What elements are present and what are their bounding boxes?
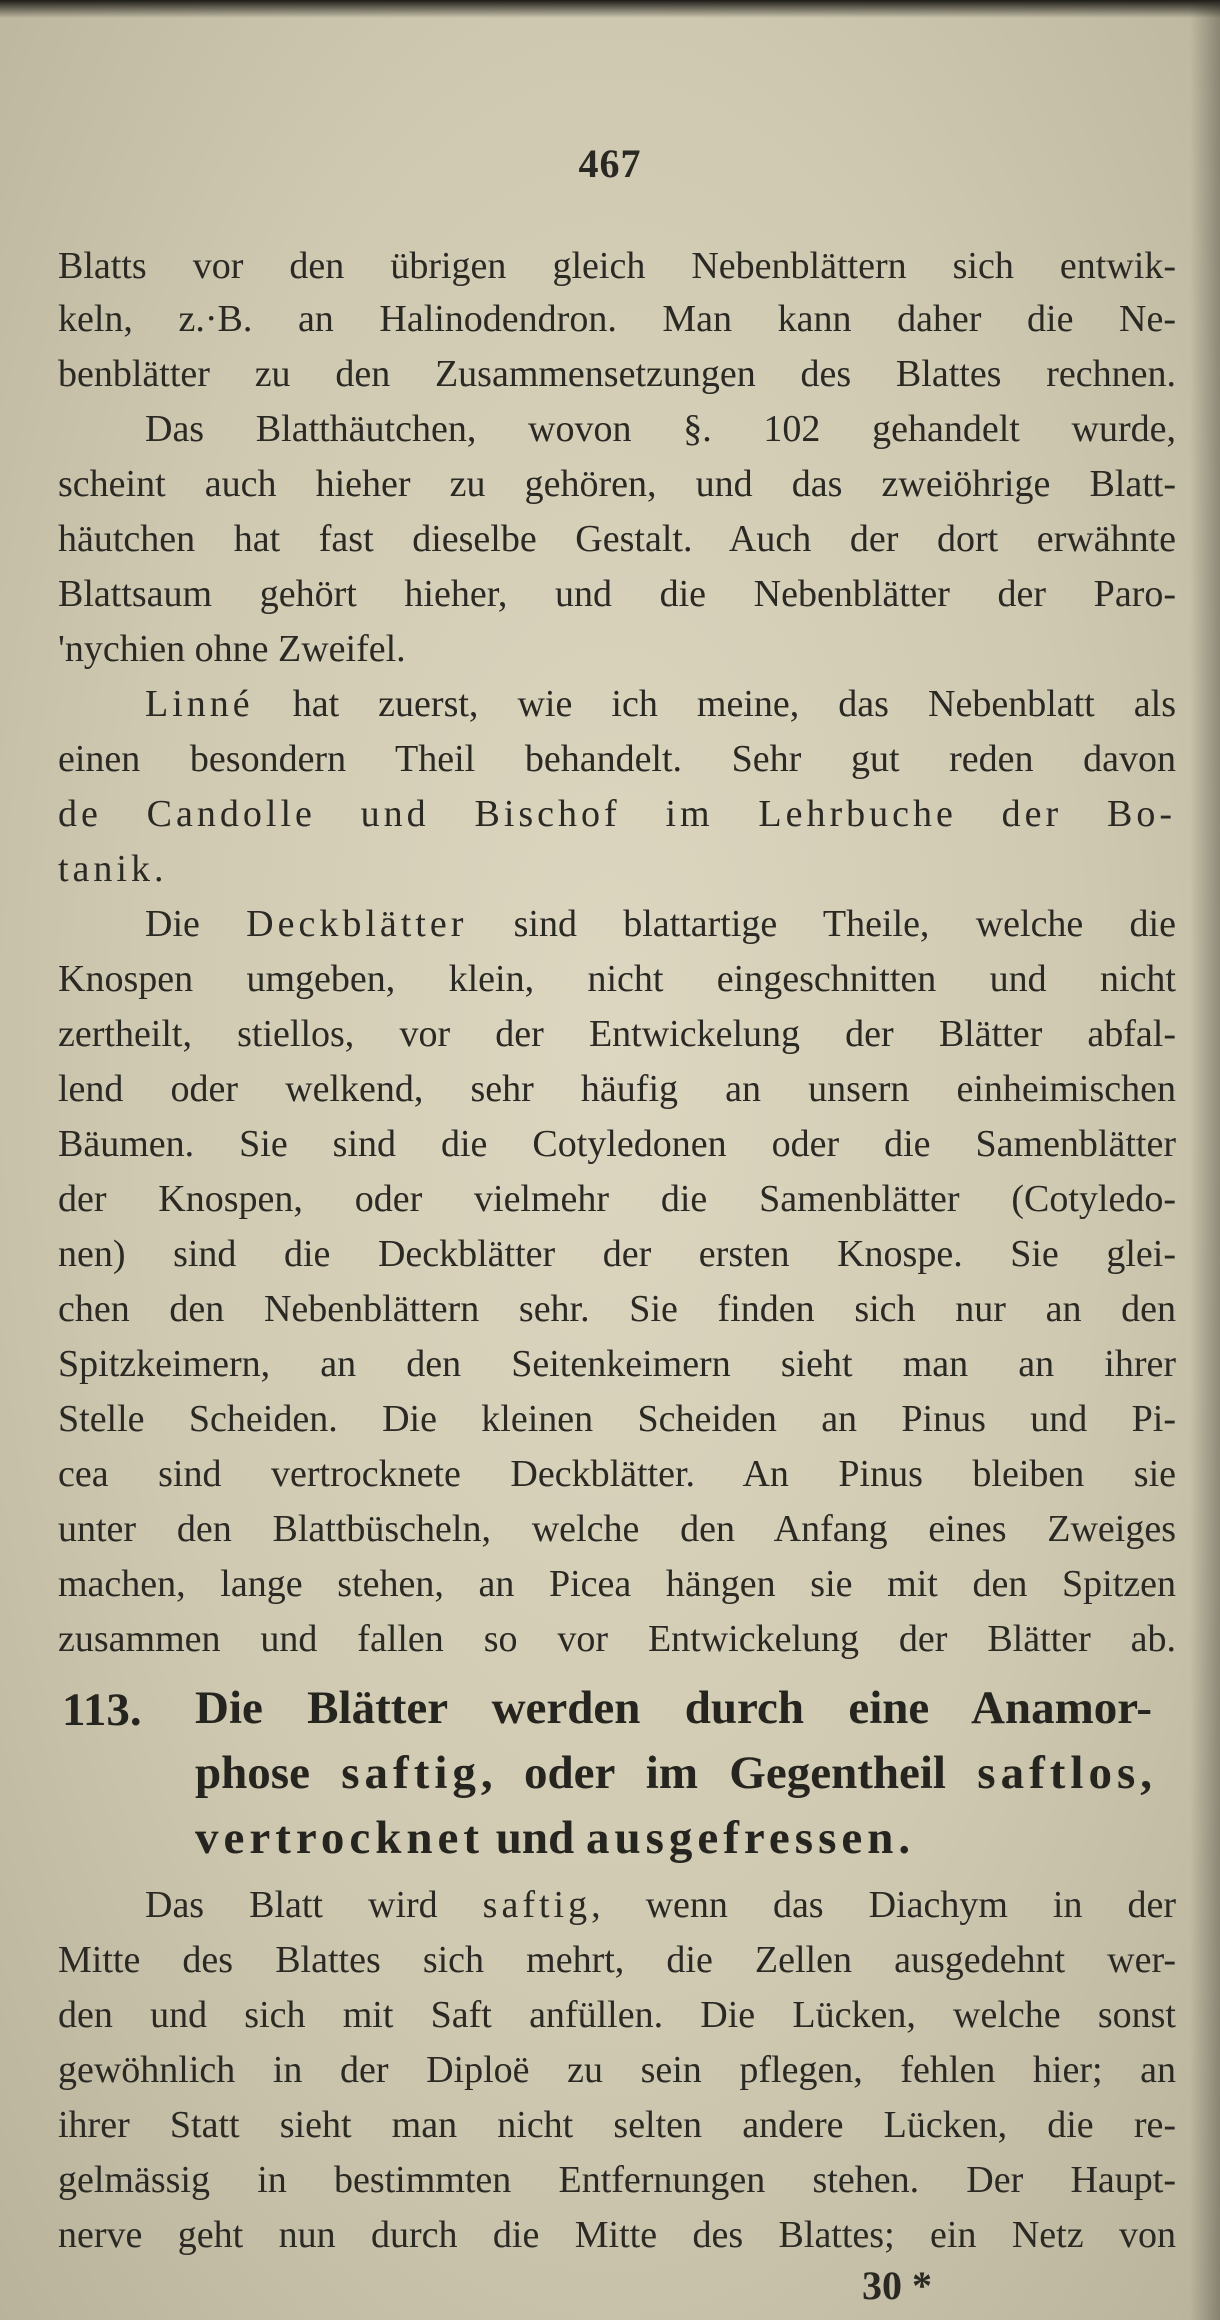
text-line: häutchen hat fast dieselbe Gestalt. Auch der dort erwähnte [58,518,1176,560]
text-line: benblätter zu den Zusammensetzungen des Blattes rechnen. [58,353,1176,395]
text-line [145,681,1176,727]
section-heading-line [195,1810,1152,1866]
heading-run: . [898,1812,911,1864]
text-line: unter den Blattbüscheln, welche den Anfang eines Zweiges [58,1508,1176,1550]
text-line: 'nychien ohne Zweifel. [58,628,406,670]
text-line: cea sind vertrocknete Deckblätter. An Pinus bleiben sie [58,1453,1176,1495]
text-line: gewöhnlich in der Diploë zu sein pflegen, fehlen hier; an [58,2049,1176,2091]
text-line: chen den Nebenblättern sehr. Sie finden sich nur an den [58,1288,1176,1330]
text-line: nen) sind die Deckblätter der ersten Knospe. Sie glei- [58,1233,1176,1275]
heading-term: saftlos [977,1747,1141,1799]
text-run: Das Blatt wird [145,1884,483,1926]
text-line: lend oder welkend, sehr häufig an unsern einheimischen [58,1068,1176,1110]
heading-run: und [484,1812,586,1864]
text-line: zertheilt, stiellos, vor der Entwickelung der Blätter abfal- [58,1013,1176,1055]
text-line: nerve geht nun durch die Mitte des Blattes; ein Netz von [58,2214,1176,2256]
text-line: Blattsaum gehört hieher, und die Nebenblätter der Paro- [58,573,1176,615]
page-top-edge-shadow [0,0,1220,18]
text-line: tanik. [58,848,168,890]
heading-term: ausgefressen [585,1812,899,1864]
text-line: gelmässig in bestimmten Entfernungen stehen. Der Haupt- [58,2159,1176,2201]
text-line: de Candolle und Bischof im Lehrbuche der Bo- [58,793,1176,835]
page-right-edge-shadow [1190,0,1220,2320]
text-line [145,1882,1176,1928]
text-line: einen besondern Theil behandelt. Sehr gut reden davon [58,738,1176,780]
text-line: Blatts vor den übrigen gleich Nebenblättern sich entwik- [58,245,1176,287]
text-run: Die [145,903,247,945]
text-line [145,901,1176,947]
text-line: Stelle Scheiden. Die kleinen Scheiden an Pinus und Pi- [58,1398,1176,1440]
text-line: der Knospen, oder vielmehr die Samenblätter (Cotyledo- [58,1178,1176,1220]
text-line: Spitzkeimern, an den Seitenkeimern sieht man an ihrer [58,1343,1176,1385]
heading-run: , [1140,1747,1152,1799]
text-line: Das Blatthäutchen, wovon §. 102 gehandelt wurde, [145,408,1176,450]
author-name: Linné [145,683,254,725]
text-line: Bäumen. Sie sind die Cotyledonen oder die Samenblätter [58,1123,1176,1165]
text-line: Mitte des Blattes sich mehrt, die Zellen ausgedehnt wer- [58,1939,1176,1981]
heading-run: phose [195,1747,342,1799]
text-line: scheint auch hieher zu gehören, und das zweiöhrige Blatt- [58,463,1176,505]
signature-mark: 30 * [862,2263,932,2308]
page-number: 467 [578,141,642,186]
text-line: keln, z.·B. an Halinodendron. Man kann daher die Ne- [58,298,1176,340]
text-line: ihrer Statt sieht man nicht selten andere Lücken, die re- [58,2104,1176,2146]
text-run: sind blattartige Theile, welche die [467,903,1176,945]
emphasized-term: Deckblätter [246,903,468,945]
text-line: den und sich mit Saft anfüllen. Die Lücken, welche sonst [58,1994,1176,2036]
section-heading-line: Die Blätter werden durch eine Anamor- [195,1682,1152,1734]
text-line: machen, lange stehen, an Picea hängen sie mit den Spitzen [58,1563,1176,1605]
emphasized-term: saftig [482,1884,592,1926]
section-number: 113. [62,1684,142,1736]
heading-term: vertrocknet [195,1812,485,1864]
section-heading-line [195,1745,1152,1801]
text-run: hat zuerst, wie ich meine, das Nebenblatt als [253,683,1176,725]
text-line: zusammen und fallen so vor Entwickelung der Blätter ab. [58,1618,1176,1660]
text-run: , wenn das Diachym in der [591,1884,1176,1926]
text-line: Knospen umgeben, klein, nicht eingeschnitten und nicht [58,958,1176,1000]
heading-run: , oder im Gegentheil [480,1747,978,1799]
heading-term: saftig [341,1747,481,1799]
